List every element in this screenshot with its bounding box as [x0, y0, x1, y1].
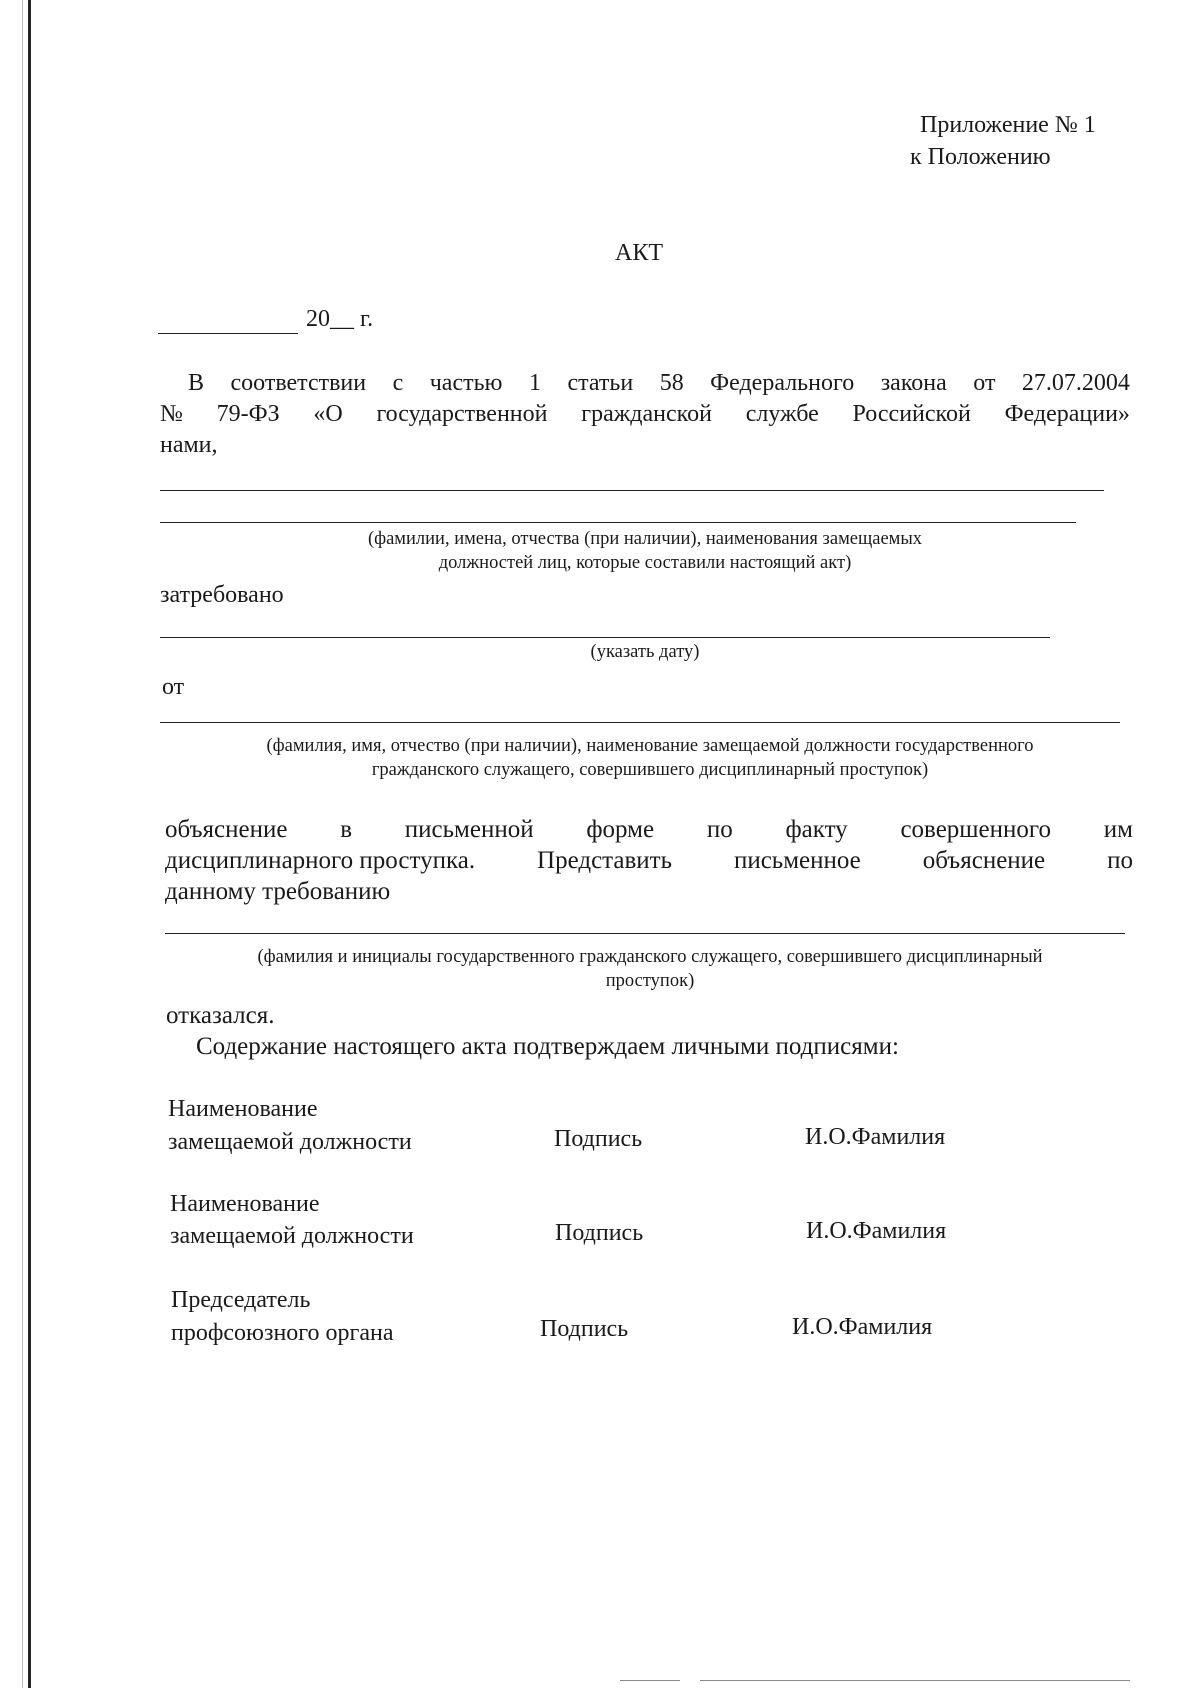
signatory-name: И.О.Фамилия	[806, 1218, 947, 1244]
refused-label: отказался.	[166, 1002, 275, 1029]
from-label: от	[162, 674, 185, 700]
signature-label: Подпись	[554, 1126, 643, 1152]
compilers-line-1	[160, 490, 1104, 491]
document-title: АКТ	[615, 240, 663, 266]
signatory-name: И.О.Фамилия	[805, 1124, 946, 1150]
intro-line-2: № 79-ФЗ «О государственной гражданской службе Российской Федерации»	[160, 401, 1130, 427]
appendix-reference: к Положению	[910, 144, 1051, 170]
signatory-title-line1: Наименование	[170, 1191, 320, 1217]
date-line	[160, 637, 1050, 638]
compilers-caption: (фамилии, имена, отчества (при наличии), наименования замещаемых должностей лиц, которые составили настоящий акт)	[367, 529, 923, 573]
signature-label: Подпись	[555, 1220, 644, 1246]
date-caption: (указать дату)	[590, 642, 700, 662]
date-year: 20__ г.	[306, 306, 374, 332]
signatory-title-line1: Наименование	[168, 1096, 318, 1122]
explanation-line-2: дисциплинарного проступка. Представить письменное объяснение по	[165, 847, 1133, 874]
explanation-line-1: объяснение в письменной форме по факту совершенного им	[165, 816, 1133, 843]
signatory-title-line1: Председатель	[171, 1287, 311, 1313]
employee-caption: (фамилия, имя, отчество (при наличии), наименование замещаемой должности государственного гражданского служащего, совершившего дисциплинарный проступок)	[266, 736, 1034, 780]
employee-line	[160, 722, 1120, 723]
confirm-statement: Содержание настоящего акта подтверждаем личными подписями:	[196, 1033, 899, 1060]
intro-line-3: нами,	[160, 432, 218, 458]
page-edge-line	[28, 0, 31, 1688]
explanation-line-3: данному требованию	[165, 878, 391, 905]
signature-label: Подпись	[540, 1316, 629, 1342]
initials-line	[165, 933, 1125, 934]
intro-line-1: В соответствии с частью 1 статьи 58 Федерального закона от 27.07.2004	[188, 370, 1130, 396]
appendix-number: Приложение № 1	[920, 112, 1096, 138]
signatory-name: И.О.Фамилия	[792, 1314, 933, 1340]
page-edge-shadow	[22, 0, 23, 1688]
signatory-title-line2: профсоюзного органа	[171, 1320, 394, 1346]
signatory-title-line2: замещаемой должности	[168, 1129, 412, 1155]
scan-mark	[620, 1680, 680, 1681]
scan-mark	[700, 1680, 1130, 1681]
initials-caption: (фамилия и инициалы государственного гражданского служащего, совершившего дисциплинарный проступок)	[257, 947, 1043, 991]
signatory-title-line2: замещаемой должности	[170, 1223, 414, 1249]
compilers-line-2	[160, 522, 1076, 523]
requested-label: затребовано	[160, 582, 284, 608]
date-day-month-blank	[158, 333, 298, 334]
